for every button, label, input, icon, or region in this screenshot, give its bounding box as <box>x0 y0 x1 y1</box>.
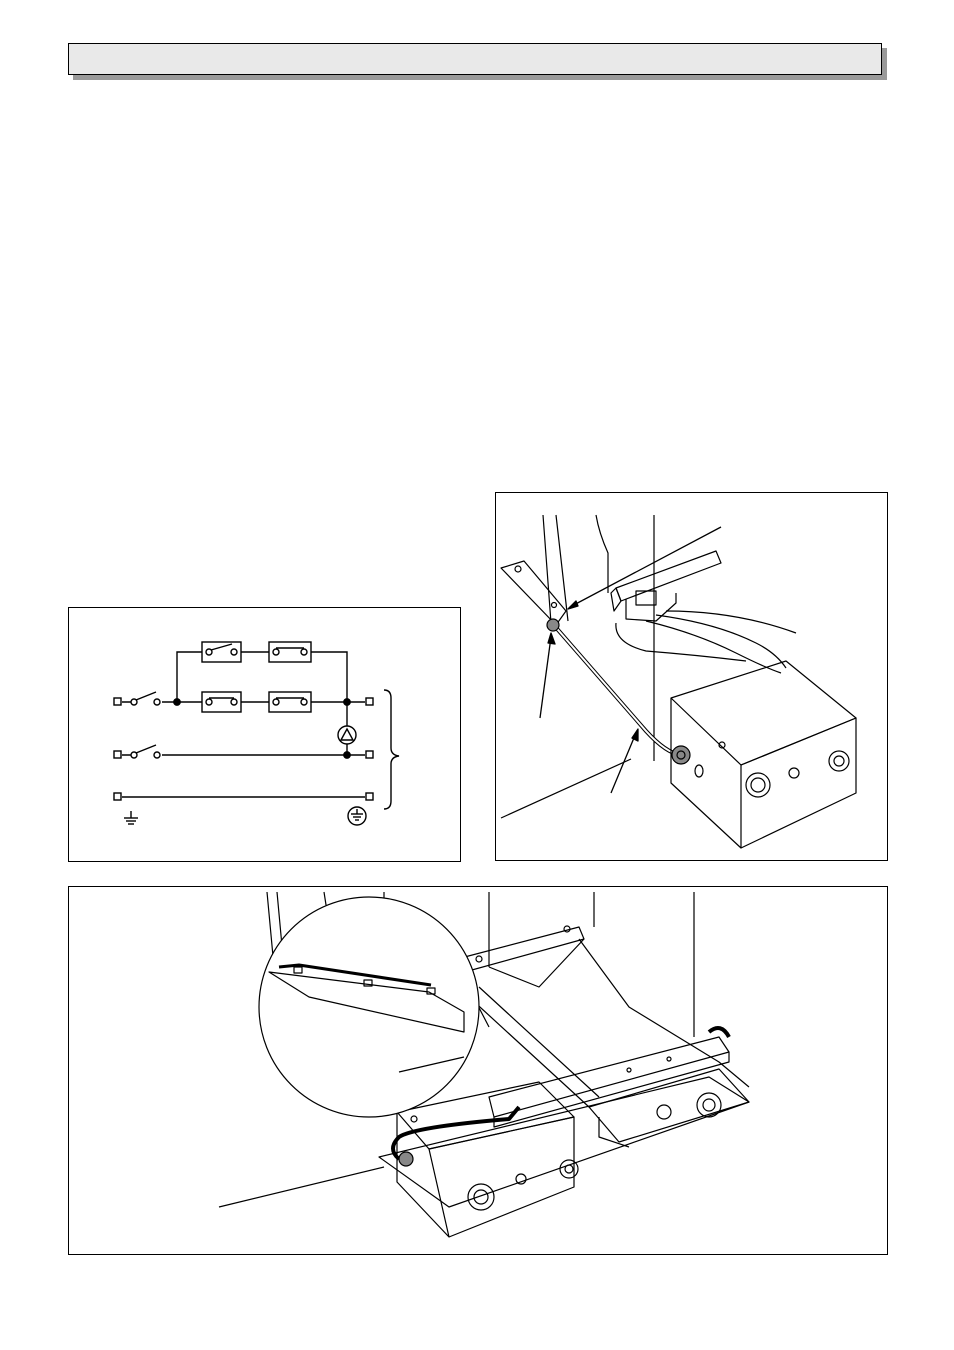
leader-arrow <box>611 729 638 793</box>
terminal-right-1 <box>366 698 373 705</box>
leader-arrow <box>568 527 721 609</box>
control-switch-lower-1 <box>202 692 241 712</box>
junction-dot <box>174 699 180 705</box>
mounting-rail <box>489 1037 729 1127</box>
control-switch-upper-1 <box>202 642 241 662</box>
section-header-bar <box>68 43 882 75</box>
control-switch-lower-2 <box>269 692 311 712</box>
controls-cable-figure <box>495 492 888 861</box>
terminal-left-3 <box>114 793 121 800</box>
control-box <box>671 661 856 848</box>
cable-clip-illustration <box>69 887 887 1254</box>
control-switch-upper-2 <box>269 642 311 662</box>
cable-clip-figure <box>68 886 888 1255</box>
screw <box>476 956 482 962</box>
junction-dot <box>344 752 350 758</box>
magnified-detail <box>259 897 479 1117</box>
protective-earth-icon <box>348 807 366 825</box>
frame-strut <box>579 939 749 1087</box>
wire-bundle <box>646 621 781 673</box>
frame-strut <box>469 987 599 1107</box>
wire-loop <box>596 515 608 593</box>
terminal-left-2 <box>114 751 121 758</box>
cable-grommet <box>547 619 559 631</box>
cable-grommet <box>399 1152 413 1166</box>
base-plate <box>379 1077 749 1207</box>
gas-valve <box>589 1069 749 1147</box>
wire-bundle <box>666 611 796 633</box>
controls-cable <box>552 623 681 755</box>
wire-bundle <box>616 623 746 661</box>
terminal-right-2 <box>366 751 373 758</box>
mounting-rail <box>501 561 566 625</box>
frame-strut <box>461 939 584 1027</box>
floor-line <box>219 1167 384 1207</box>
control-box <box>397 1082 578 1237</box>
wiring-diagram <box>69 608 460 861</box>
wire-bundle <box>656 615 786 668</box>
switch-icon <box>131 692 160 705</box>
pump-icon <box>338 726 356 744</box>
terminal-left-1 <box>114 698 121 705</box>
controls-cable <box>709 1028 729 1037</box>
wiring-diagram-figure <box>68 607 461 862</box>
leader-arrow <box>540 633 555 718</box>
switch-icon <box>131 745 160 758</box>
floor-line <box>501 759 631 818</box>
controls-cable-illustration <box>496 493 887 860</box>
top-bracket <box>457 927 584 973</box>
terminal-right-3 <box>366 793 373 800</box>
junction-dot <box>344 699 350 705</box>
supply-bracket <box>384 690 399 809</box>
earth-icon <box>124 811 138 824</box>
